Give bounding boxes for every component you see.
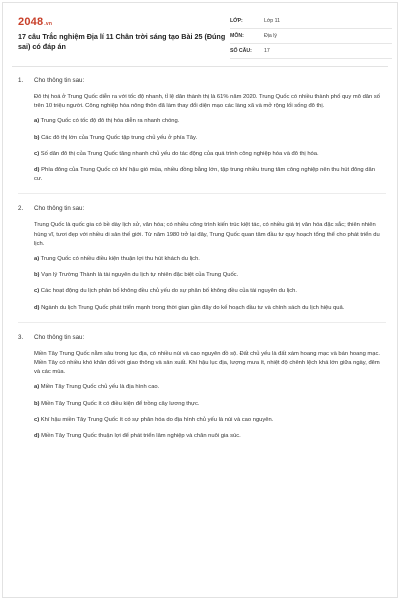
option-label: d) <box>34 433 40 440</box>
option-label: b) <box>34 134 40 141</box>
header-divider <box>12 66 388 67</box>
option-text: Miền Tây Trung Quốc ít có điều kiện để trồng cây lương thực. <box>41 400 200 407</box>
option-text: Vạn lý Trường Thành là tài nguyên du lịch tự nhiên đặc biệt của Trung Quốc. <box>41 272 239 279</box>
option-label: a) <box>34 384 40 391</box>
answer-option <box>34 400 382 409</box>
option-text: Các đô thị lớn của Trung Quốc tập trung chủ yếu ở phía Tây. <box>41 134 198 141</box>
meta-value: Địa lý <box>264 33 277 39</box>
option-label: a) <box>34 256 40 263</box>
answer-option <box>34 117 382 126</box>
option-text: Phía đông của Trung Quốc có khí hậu gió mùa, nhiều đồng bằng lớn, tập trung nhiều trung tâm công nghiệp nên thu hút đông dân cư. <box>34 167 375 183</box>
question-passage: Đô thị hoá ở Trung Quốc diễn ra với tốc độ nhanh, tỉ lệ dân thành thị là 61% năm 2020. Trung Quốc có nhiều thành phố quy mô dân số trên 10 triệu người. Công nghiệp hóa nông thôn đã làm thay đổi diện mạo các làng xã và mở rộng lối sống đô thị. <box>34 94 380 110</box>
document-header <box>8 10 394 62</box>
option-label: c) <box>34 150 40 157</box>
option-label: c) <box>34 288 40 295</box>
answer-option <box>34 166 382 184</box>
question-number: 2. <box>18 205 24 213</box>
option-label: c) <box>34 416 40 423</box>
document-meta <box>230 14 392 59</box>
meta-key: MÔN: <box>230 33 244 39</box>
question-body <box>34 221 382 312</box>
option-label: b) <box>34 400 40 407</box>
question-heading <box>18 76 386 85</box>
question-number: 3. <box>18 333 24 341</box>
question-number: 1. <box>18 77 24 84</box>
option-label: d) <box>34 167 40 174</box>
answer-option <box>34 304 382 313</box>
question-passage: Miền Tây Trung Quốc nằm sâu trong lục địa, có nhiều núi và cao nguyên đồ sộ. Đất chủ yếu là đất xám hoang mạc và bán hoang mạc. Miền Tây có nhiều khó khăn đối với giao thông và sản xuất. Khí hậu lục địa, lượng mưa ít, nhiệt độ chênh lệch khá lớn giữa ngày, đêm và các mùa. <box>34 350 380 376</box>
option-text: Miền Tây Trung Quốc thuận lợi để phát triển lâm nghiệp và chăn nuôi gia súc. <box>41 433 241 440</box>
option-label: b) <box>34 272 40 279</box>
meta-key: LỚP: <box>230 18 243 24</box>
meta-row-subject <box>230 29 392 44</box>
question-body <box>34 350 382 441</box>
question-item <box>18 76 386 184</box>
logo-suffix: .vn <box>44 21 53 27</box>
question-intro: Cho thông tin sau: <box>34 333 85 341</box>
question-passage: Trung Quốc là quốc gia có bề dày lịch sử, văn hóa; có nhiều công trình kiến trúc kiệt tác, có nhiều giá trị văn hóa đặc sắc; thiên nhiên hùng vĩ, tươi đẹp với nhiều di sản thế giới. Từ năm 1980 trở lại đây, Trung Quốc quan tâm đầu tư quy hoạch tổng thể cho phát triển du lịch. <box>34 222 380 247</box>
question-divider <box>18 193 386 194</box>
site-logo[interactable] <box>18 16 52 28</box>
option-text: Ngành du lịch Trung Quốc phát triển mạnh trong thời gian gần đây do kế hoạch đầu tư và chính sách du lịch hiệu quả. <box>41 304 345 311</box>
question-item <box>18 204 386 312</box>
answer-option <box>34 150 382 159</box>
question-list <box>18 76 386 448</box>
answer-option <box>34 255 382 264</box>
option-text: Các hoạt động du lịch phân bố không đều chủ yếu do sự phân bố không đều của tài nguyên du lịch. <box>40 288 298 295</box>
question-intro: Cho thông tin sau: <box>34 77 85 84</box>
answer-option <box>34 134 382 143</box>
option-label: a) <box>34 118 40 125</box>
option-text: Số dân đô thị của Trung Quốc tăng nhanh chủ yếu do tác động của quá trình công nghiệp hóa và đô thị hóa. <box>40 150 319 157</box>
option-text: Miền Tây Trung Quốc chủ yếu là địa hình cao. <box>40 384 160 391</box>
question-heading <box>18 333 386 342</box>
meta-key: SỐ CÂU: <box>230 48 252 54</box>
question-item <box>18 333 386 441</box>
meta-row-question-count <box>230 44 392 59</box>
document-title: 17 câu Trắc nghiệm Địa lí 11 Chân trời sáng tạo Bài 25 (Đúng sai) có đáp án <box>18 32 226 51</box>
meta-value: 17 <box>264 48 270 54</box>
answer-option <box>34 432 382 441</box>
question-divider <box>18 322 386 323</box>
option-text: Khí hậu miền Tây Trung Quốc ít có sự phân hóa do địa hình chủ yếu là núi và cao nguyên. <box>40 416 274 423</box>
answer-option <box>34 271 382 280</box>
question-heading <box>18 204 386 213</box>
answer-option <box>34 383 382 392</box>
option-text: Trung Quốc có tốc độ đô thị hóa diễn ra nhanh chóng. <box>40 118 180 125</box>
answer-option <box>34 416 382 425</box>
meta-value: Lớp 11 <box>264 18 280 24</box>
answer-option <box>34 287 382 296</box>
option-label: d) <box>34 304 40 311</box>
question-body <box>34 93 382 184</box>
option-text: Trung Quốc có nhiều điều kiện thuận lợi thu hút khách du lịch. <box>40 256 200 263</box>
question-intro: Cho thông tin sau: <box>34 205 85 213</box>
meta-row-class <box>230 14 392 29</box>
logo-text: 2048 <box>18 16 44 28</box>
